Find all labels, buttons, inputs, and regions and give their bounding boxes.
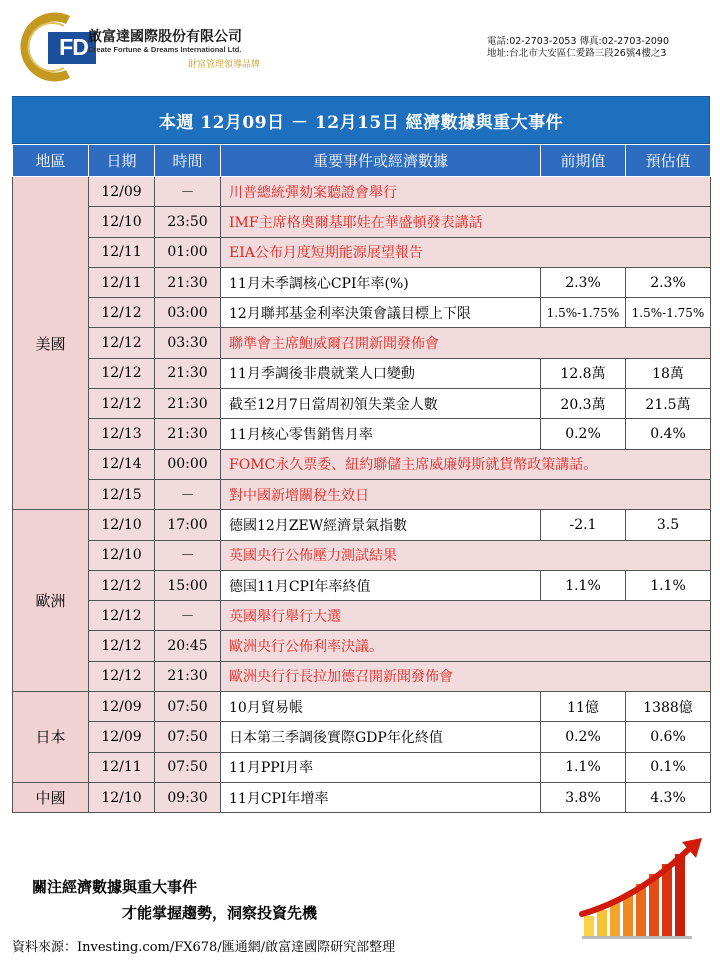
table-row [13,570,711,600]
row-date: 12/11 [89,237,155,267]
table-row [13,358,711,388]
phone-fax: 電話:02-2703-2053 傳真:02-2703-2090 [487,36,670,47]
row-time: 21:30 [155,419,221,449]
address: 地址:台北市大安區仁愛路三段26號4樓之3 [487,48,667,59]
row-previous: 11億 [541,692,626,722]
row-date: 12/11 [89,267,155,297]
row-time: 01:00 [155,237,221,267]
row-forecast: 0.6% [626,722,711,752]
row-time: 07:50 [155,692,221,722]
col-event: 重要事件或經濟數據 [221,145,541,177]
row-forecast: 1.5%-1.75% [626,298,711,328]
row-time: 00:00 [155,449,221,479]
row-date: 12/12 [89,328,155,358]
row-event: 英國央行公佈壓力測試結果 [221,540,711,570]
table-row [13,298,711,328]
table-row [13,328,711,358]
row-event: 11月未季調核心CPI年率(%) [221,267,541,297]
row-time: 09:30 [155,782,221,812]
row-forecast: 18萬 [626,358,711,388]
row-date: 12/12 [89,570,155,600]
row-event: FOMC永久票委、紐約聯儲主席威廉姆斯就貨幣政策講話。 [221,449,711,479]
row-time: 03:30 [155,328,221,358]
row-forecast: 4.3% [626,782,711,812]
row-event: 日本第三季調後實際GDP年化終值 [221,722,541,752]
row-date: 12/12 [89,358,155,388]
row-time: － [155,540,221,570]
col-forecast: 預估值 [626,145,711,177]
row-date: 12/09 [89,692,155,722]
table-row [13,449,711,479]
row-event: 截至12月7日當周初領失業金人數 [221,389,541,419]
row-event: 11月核心零售銷售月率 [221,419,541,449]
table-row [13,479,711,509]
row-time: 15:00 [155,570,221,600]
row-previous: -2.1 [541,510,626,540]
table-row [13,722,711,752]
table-row [13,692,711,722]
col-previous: 前期值 [541,145,626,177]
row-event: 10月貿易帳 [221,692,541,722]
row-date: 12/13 [89,419,155,449]
row-event: 德国11月CPI年率終值 [221,570,541,600]
row-date: 12/10 [89,510,155,540]
row-date: 12/10 [89,540,155,570]
row-date: 12/10 [89,207,155,237]
table-row [13,631,711,661]
row-event: 聯準會主席鮑威爾召開新聞發佈會 [221,328,711,358]
logo-text: FD [59,34,88,60]
table-row [13,389,711,419]
table-row [13,237,711,267]
events-table [12,144,711,813]
row-date: 12/09 [89,722,155,752]
col-region: 地區 [13,145,89,177]
data-source: 資料來源：Investing.com/FX678/匯通網/啟富達國際研究部整理 [12,940,396,955]
row-time: 21:30 [155,661,221,691]
row-event: 歐洲央行公佈利率決議。 [221,631,711,661]
region-jp: 日本 [13,692,89,783]
table-row [13,267,711,297]
company-tagline: 財富管理領導品牌 [188,60,261,70]
row-event: 12月聯邦基金利率決策會議目標上下限 [221,298,541,328]
footer-message-1: 關注經濟數據與重大事件 [32,878,198,896]
row-time: － [155,177,221,207]
row-date: 12/15 [89,479,155,509]
row-previous: 12.8萬 [541,358,626,388]
company-name-en: Create Fortune & Dreams International Ltd. [88,45,242,54]
row-event: 11月CPI年增率 [221,782,541,812]
row-time: 07:50 [155,752,221,782]
region-eu: 歐洲 [13,510,89,692]
row-time: 07:50 [155,722,221,752]
row-time: 03:00 [155,298,221,328]
row-forecast: 0.4% [626,419,711,449]
row-previous: 2.3% [541,267,626,297]
row-time: － [155,479,221,509]
row-forecast: 1.1% [626,570,711,600]
row-date: 12/12 [89,389,155,419]
row-time: 20:45 [155,631,221,661]
col-date: 日期 [89,145,155,177]
economic-calendar [12,96,710,813]
growth-chart-icon [578,836,706,940]
row-forecast: 1388億 [626,692,711,722]
footer-message-2: 才能掌握趨勢，洞察投資先機 [122,904,318,922]
table-row [13,207,711,237]
row-event: 11月季調後非農就業人口變動 [221,358,541,388]
row-time: 23:50 [155,207,221,237]
row-previous: 3.8% [541,782,626,812]
row-previous: 0.2% [541,722,626,752]
row-time: 21:30 [155,389,221,419]
table-row [13,601,711,631]
row-forecast: 21.5萬 [626,389,711,419]
row-forecast: 0.1% [626,752,711,782]
table-row [13,510,711,540]
row-event: EIA公布月度短期能源展望報告 [221,237,711,267]
row-event: 11月PPI月率 [221,752,541,782]
row-event: 歐洲央行行長拉加德召開新聞發佈會 [221,661,711,691]
row-time: 21:30 [155,267,221,297]
row-date: 12/10 [89,782,155,812]
row-time: － [155,601,221,631]
row-date: 12/12 [89,298,155,328]
row-previous: 0.2% [541,419,626,449]
row-previous: 1.1% [541,570,626,600]
row-forecast: 2.3% [626,267,711,297]
contact-info [487,36,669,60]
row-event: 英國舉行舉行大選 [221,601,711,631]
table-row [13,782,711,812]
row-previous: 20.3萬 [541,389,626,419]
row-time: 21:30 [155,358,221,388]
col-time: 時間 [155,145,221,177]
row-date: 12/12 [89,601,155,631]
row-date: 12/12 [89,661,155,691]
table-row [13,177,711,207]
company-name-zh: 啟富達國際股份有限公司 [88,29,242,45]
company-logo [20,12,290,82]
row-event: 對中國新增關稅生效日 [221,479,711,509]
region-us: 美國 [13,177,89,510]
calendar-title: 本週 12月09日 － 12月15日 經濟數據與重大事件 [12,96,710,144]
region-cn: 中國 [13,782,89,812]
row-event: 德國12月ZEW經濟景氣指數 [221,510,541,540]
table-header-row [13,145,711,177]
table-row [13,661,711,691]
row-forecast: 3.5 [626,510,711,540]
row-date: 12/12 [89,631,155,661]
row-previous: 1.1% [541,752,626,782]
row-event: 川普總統彈劾案聽證會舉行 [221,177,711,207]
row-time: 17:00 [155,510,221,540]
row-date: 12/14 [89,449,155,479]
table-row [13,540,711,570]
row-date: 12/09 [89,177,155,207]
row-previous: 1.5%-1.75% [541,298,626,328]
row-event: IMF主席格奧爾基耶娃在華盛頓發表講話 [221,207,711,237]
table-row [13,419,711,449]
row-date: 12/11 [89,752,155,782]
table-row [13,752,711,782]
